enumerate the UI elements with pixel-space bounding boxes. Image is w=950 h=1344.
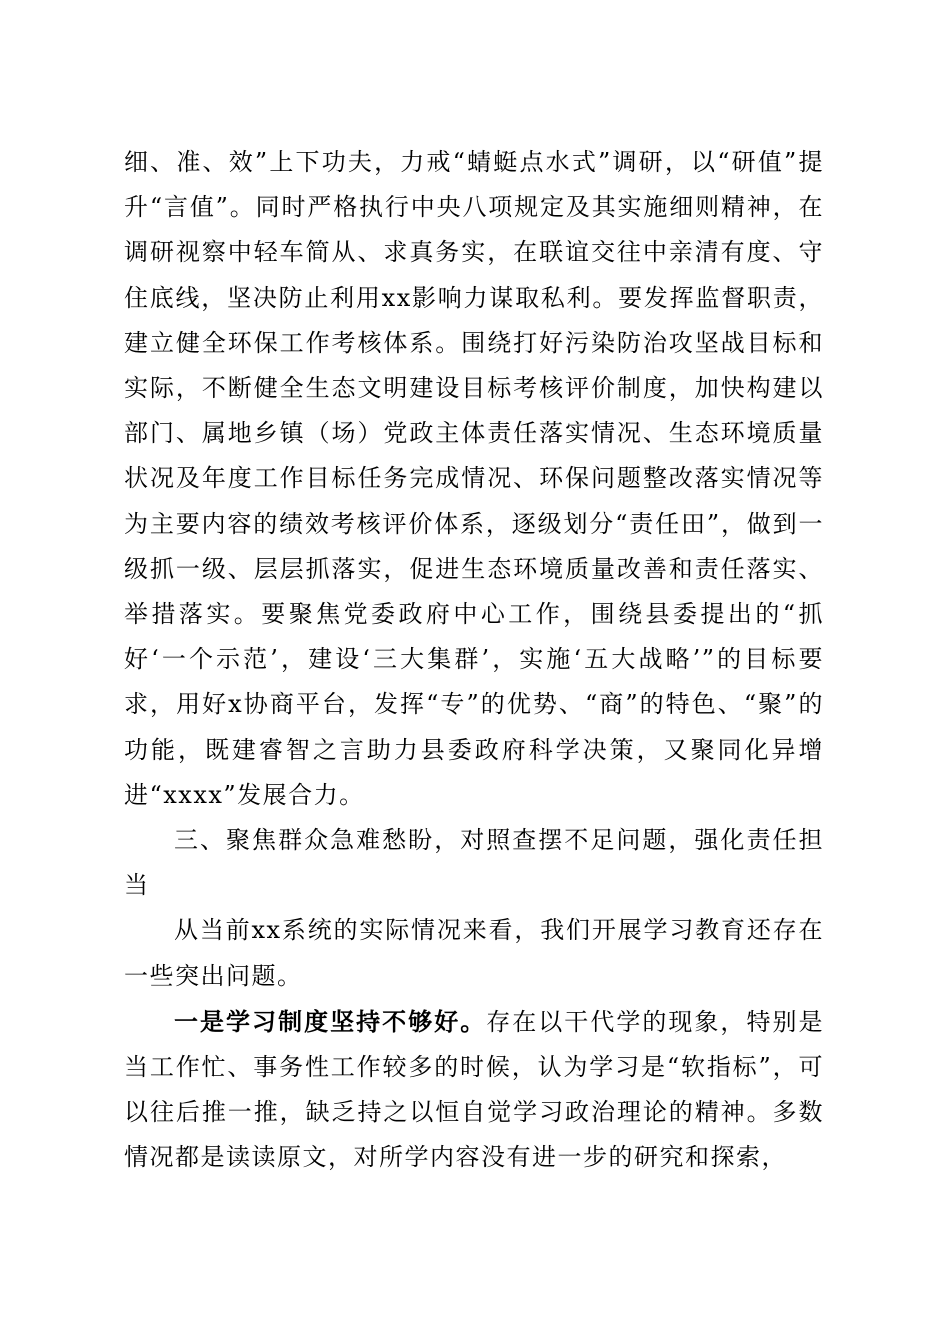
paragraph-intro: 从当前xx系统的实际情况来看，我们开展学习教育还存在一些突出问题。 bbox=[124, 916, 824, 990]
section-heading-3: 三、聚焦群众急难愁盼，对照查摆不足问题，强化责任担当 bbox=[124, 826, 824, 900]
document-body bbox=[124, 140, 824, 1181]
problem-1-text: 存在以干代学的现象，特别是当工作忙、事务性工作较多的时候，认为学习是“软指标”，可以往后推一推，缺乏持之以恒自觉学习政治理论的精神。多数情况都是读读原文，对所学内容没有进一步的研究和探索， bbox=[124, 1007, 824, 1172]
problem-1-lead: 一是学习制度坚持不够好。 bbox=[174, 1006, 487, 1036]
paragraph-problem-1 bbox=[124, 999, 824, 1181]
paragraph-continuation: 细、准、效”上下功夫，力戒“蜻蜓点水式”调研，以“研值”提升“言值”。同时严格执行中央八项规定及其实施细则精神，在调研视察中轻车简从、求真务实，在联谊交往中亲清有度、守住底线，坚决防止利用xx影响力谋取私利。要发挥监督职责，建立健全环保工作考核体系。围绕打好污染防治攻坚战目标和实际，不断健全生态文明建设目标考核评价制度，加快构建以部门、属地乡镇（场）党政主体责任落实情况、生态环境质量状况及年度工作目标任务完成情况、环保问题整改落实情况等为主要内容的绩效考核评价体系，逐级划分“责任田”，做到一级抓一级、层层抓落实，促进生态环境质量改善和责任落实、举措落实。要聚焦党委政府中心工作，围绕县委提出的“抓好‘一个示范’，建设‘三大集群’，实施‘五大战略’”的目标要求，用好x协商平台，发挥“专”的优势、“商”的特色、“聚”的功能，既建睿智之言助力县委政府科学决策，又聚同化异增进“xxxx”发展合力。 bbox=[124, 148, 824, 809]
